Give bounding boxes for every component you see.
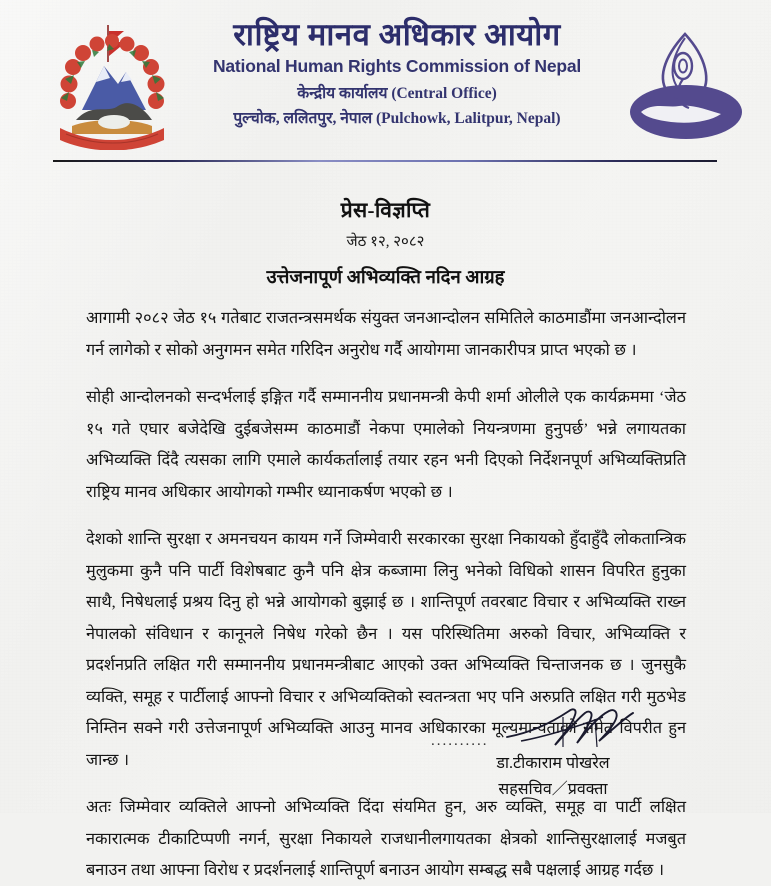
nhrc-flame-map-logo-icon [623,28,749,148]
title-block [0,196,771,289]
document-header [0,14,771,154]
signature-block [423,733,683,799]
signatory-role: सहसचिव／प्रवक्ता [498,781,608,798]
release-subject: उत्तेजनापूर्ण अभिव्यक्ति नदिन आग्रह [266,268,505,288]
office-address: पुल्चोक, ललितपुर, नेपाल (Pulchowk, Lalitpur, Nepal) [233,109,561,127]
page-title: प्रेस-विज्ञप्ति [340,198,431,222]
signatory-name: डा.टीकाराम पोखरेल [496,755,610,772]
body-paragraph-3: देशको शान्ति सुरक्षा र अमनचयन कायम गर्ने जिम्मेवारी सरकारका सुरक्षा निकायको हुँदाहुँदै लोकतान्त्रिक मुलुकमा कुनै पनि पार्टी विशेषबाट कुनै पनि क्षेत्र कब्जामा लिनु भनेको विधिको शासन विपरित हुनुका साथै, निषेधलाई प्रश्रय दिनु हो भन्ने आयोगको बुझाई छ । शान्तिपूर्ण तवरबाट विचार र अभिव्यक्ति राख्न नेपालको संविधान र कानूनले निषेध गरेको छैन । यस परिस्थितिमा अरुको विचार, अभिव्यक्ति र प्रदर्शनप्रति लक्षित गरी सम्माननीय प्रधानमन्त्रीबाट आएको उक्त अभिव्यक्ति चिन्ताजनक छ । जुनसुकै व्यक्ति, समूह र पार्टीलाई आफ्नो विचार र अभिव्यक्तिको स्वतन्त्रता भए पनि अरुप्रति लक्षित गरी मुठभेड निम्तिन सक्ने गरी उत्तेजनापूर्ण अभिव्यक्ति आउनु मानव अधिकारका मूल्यमान्यताको समेत विपरीत हुन जान्छ । [86,529,687,769]
organization-name-english: National Human Rights Commission of Nepal [212,55,582,76]
signature-dotted-line: .......... [431,733,489,749]
body-paragraph-4: अतः जिम्मेवार व्यक्तिले आफ्नो अभिव्यक्ति दिंदा संयमित हुन, अरु व्यक्ति, समूह वा पार्टी लक्षित नकारात्मक टीकाटिप्पणी नगर्न, सुरक्षा निकायले राजधानीलगायतका क्षेत्रको शान्तिसुरक्षालाई मजबुत बनाउन तथा आफ्ना विरोध र प्रदर्शनलाई शान्तिपूर्ण बनाउन आयोग सम्बद्ध सबै पक्षलाई आग्रह गर्दछ । [86,797,686,879]
organization-name-nepali: राष्ट्रिय मानव अधिकार आयोग [233,17,561,52]
body-paragraph-2: सोही आन्दोलनको सन्दर्भलाई इङ्गित गर्दै सम्माननीय प्रधानमन्त्री केपी शर्मा ओलीले एक कार्यक्रममा ‘जेठ १५ गते एघार बजेदेखि दुईबजेसम्म काठमाडौं नेकपा एमालेको नियन्त्रणमा हुनुपर्छ’ भन्ने लगायतका अभिव्यक्ति दिंदै त्यसका लागि एमाले कार्यकर्तालाई तयार रहन भनी दिएको निर्देशनपूर्ण अभिव्यक्तिप्रति राष्ट्रिय मानव अधिकार आयोगको गम्भीर ध्यानाकर्षण भएको छ । [86,387,686,501]
header-divider [53,160,717,162]
release-date: जेठ १२, २०८२ [346,234,425,250]
office-name: केन्द्रीय कार्यालय (Central Office) [297,84,497,102]
nepal-government-emblem-icon [52,22,172,150]
handwritten-signature-icon [499,703,649,751]
header-title-block [172,18,622,128]
body-paragraph-1: आगामी २०८२ जेठ १५ गतेबाट राजतन्त्रसमर्थक संयुक्त जनआन्दोलन समितिले काठमाडौंमा जनआन्दोलन गर्न लागेको र सोको अनुगमन समेत गरिदिन अनुरोध गर्दै आयोगमा जानकारीपत्र प्राप्त भएको छ । [86,308,686,359]
